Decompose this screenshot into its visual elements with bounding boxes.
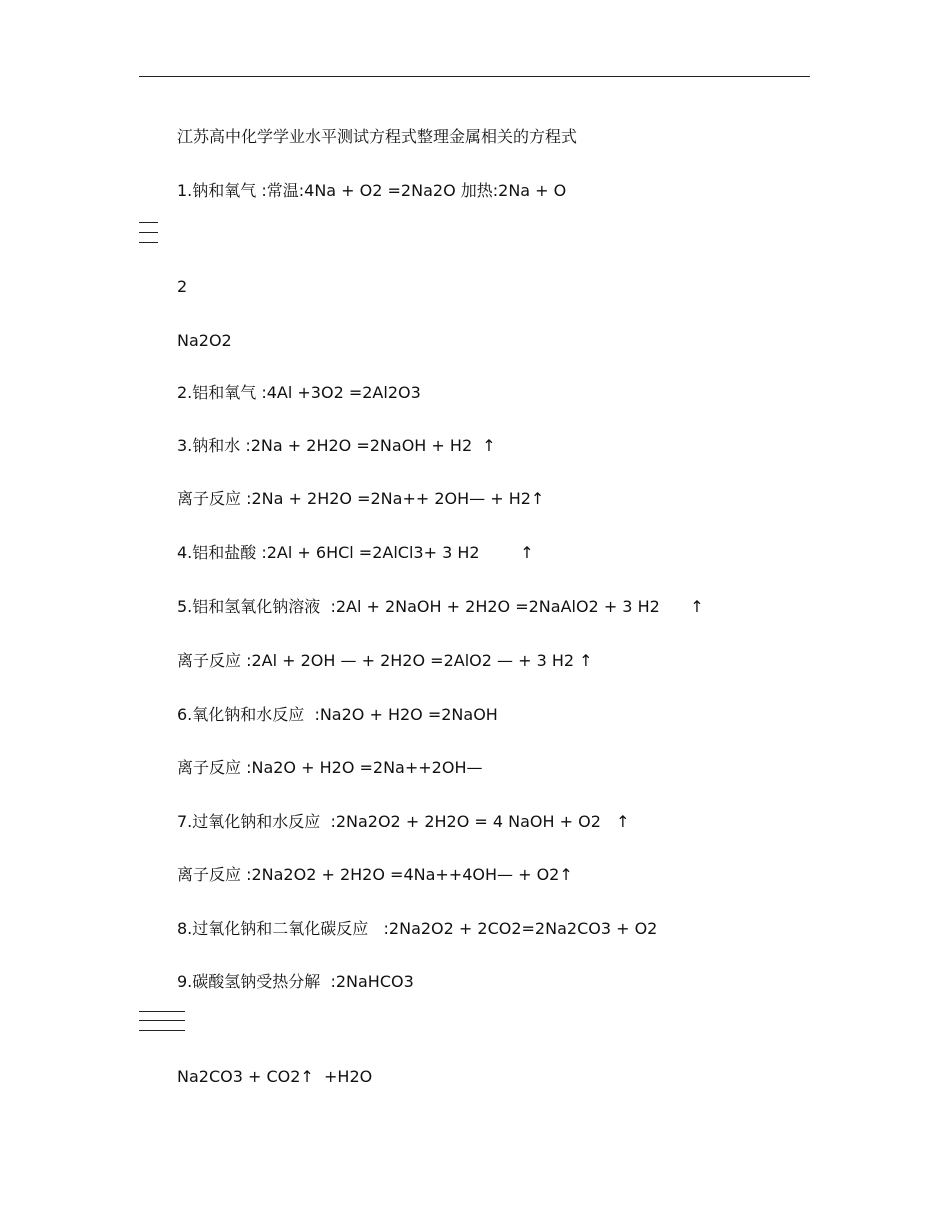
equation-line-9: 9.碳酸氢钠受热分解 :2NaHCO3: [177, 972, 414, 991]
equation-line-1: 1.钠和氧气 :常温:4Na + O2 =2Na2O 加热:2Na + O: [177, 181, 567, 200]
triple-bar-mark-middle: [139, 232, 158, 233]
equation-line-6: 6.氧化钠和水反应 :Na2O + H2O =2NaOH: [177, 705, 498, 724]
heating-mark-middle: [139, 1020, 185, 1021]
document-title: 江苏高中化学学业水平测试方程式整理金属相关的方程式: [177, 127, 578, 146]
equation-line-product: Na2O2: [177, 331, 232, 350]
ionic-equation-line-6: 离子反应 :Na2O + H2O =2Na++2OH—: [177, 758, 483, 777]
equation-line-3: 3.钠和水 :2Na + 2H2O =2NaOH + H2 ↑: [177, 436, 496, 455]
heating-mark-top: [139, 1011, 185, 1012]
equation-line-subscript: 2: [177, 277, 188, 296]
equation-line-2: 2.铝和氧气 :4Al +3O2 =2Al2O3: [177, 383, 421, 402]
ionic-equation-line-5: 离子反应 :2Al + 2OH — + 2H2O =2AlO2 — + 3 H2 ↑: [177, 651, 593, 670]
equation-line-8: 8.过氧化钠和二氧化碳反应 :2Na2O2 + 2CO2=2Na2CO3 + O2: [177, 919, 658, 938]
header-rule: [139, 76, 810, 77]
equation-line-4: 4.铝和盐酸 :2Al + 6HCl =2AlCl3+ 3 H2 ↑: [177, 543, 534, 562]
triple-bar-mark-bottom: [139, 242, 158, 243]
equation-line-5: 5.铝和氢氧化钠溶液 :2Al + 2NaOH + 2H2O =2NaAlO2 + 3 H2 ↑: [177, 597, 704, 616]
triple-bar-mark-top: [139, 222, 158, 223]
ionic-equation-line-3: 离子反应 :2Na + 2H2O =2Na++ 2OH— + H2↑: [177, 489, 545, 508]
equation-line-7: 7.过氧化钠和水反应 :2Na2O2 + 2H2O = 4 NaOH + O2 ↑: [177, 812, 630, 831]
equation-line-9-products: Na2CO3 + CO2↑ +H2O: [177, 1067, 373, 1086]
ionic-equation-line-7: 离子反应 :2Na2O2 + 2H2O =4Na++4OH— + O2↑: [177, 865, 573, 884]
heating-mark-bottom: [139, 1030, 185, 1031]
